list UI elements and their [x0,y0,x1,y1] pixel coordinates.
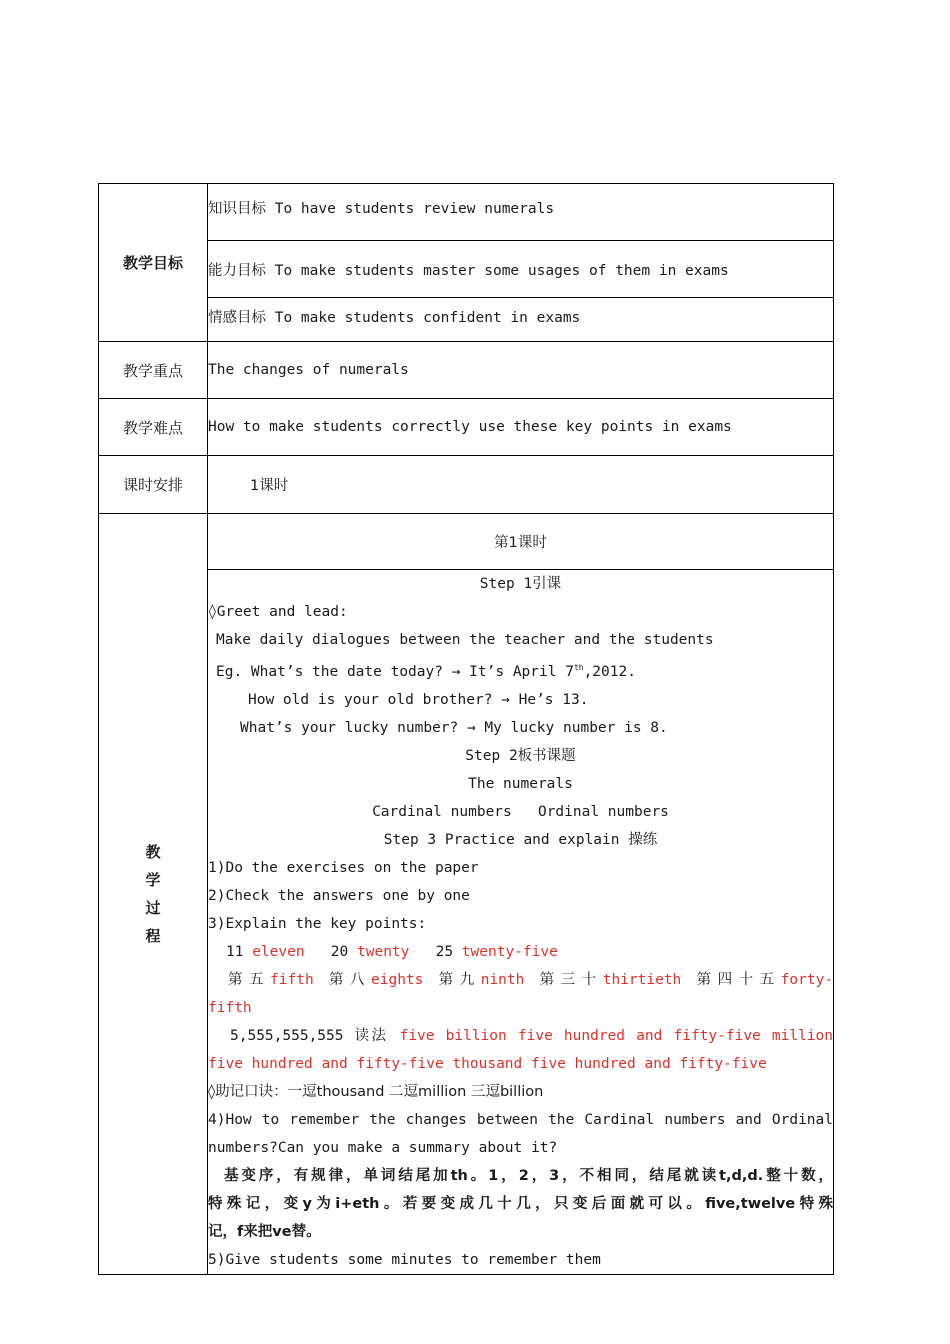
key-point-row [99,342,834,399]
difficult-label: 教学难点 [99,399,208,456]
process-char: 过 [145,898,161,917]
objective-emotion-row [99,298,834,342]
item-2: 2)Check the answers one by one [208,887,470,904]
step3-heading: Step 3 Practice and explain 操练 [383,831,658,848]
difficult-point-row [99,399,834,456]
dialogue-intro: Make daily dialogues between the teacher and the students [216,632,714,648]
schedule-text: 1课时 [208,456,834,514]
process-row [99,570,834,1275]
lesson-title: 第1课时 [208,514,834,570]
example-3: What’s your lucky number? → My lucky number is 8. [240,719,668,736]
knowledge-objective: 知识目标 To have students review numerals [208,184,834,241]
mnemonic-line: ◊助记口诀：一逗thousand 二逗million 三逗billion [208,1083,544,1100]
topic-line: The numerals [468,775,573,792]
process-char: 学 [145,870,161,889]
objectives-label: 教学目标 [99,184,208,342]
key-label: 教学重点 [99,342,208,399]
big-number-reading-cont: five hundred and fifty-five thousand five hundred and fifty-five [208,1055,767,1072]
greet-line: ◊Greet and lead: [208,604,348,620]
emotion-objective: 情感目标 To make students confident in exams [208,298,834,342]
big-number-line: 5,555,555,555 读法 five billion five hundred and fifty-five million [230,1027,834,1044]
step1-heading: Step 1引课 [479,576,562,592]
process-char: 程 [145,926,161,945]
step2-heading: Step 2板书课题 [465,747,576,764]
ordinal-examples-cont: fifth [208,999,252,1016]
cardinal-examples: 11 eleven 20 twenty 25 twenty-five [226,943,558,960]
ability-objective: 能力目标 To make students master some usages of them in exams [208,241,834,298]
schedule-row [99,456,834,514]
number-kinds: Cardinal numbers Ordinal numbers [372,803,669,820]
objective-knowledge-row [99,184,834,241]
lesson-title-row [99,514,834,570]
example-1: Eg. What’s the date today? → It’s April 7th,2012. [216,663,636,680]
item-4-line-1: 4)How to remember the changes between the Cardinal numbers and Ordinal [208,1111,833,1128]
item-4-line-2: numbers?Can you make a summary about it? [208,1139,558,1156]
rhyme-line-3: 记，f来把ve替。 [208,1223,321,1240]
process-char: 教 [145,842,161,861]
item-3: 3)Explain the key points: [208,915,427,932]
rhyme-line-2: 特殊记，变y为i+eth。若要变成几十几，只变后面就可以。five,twelve特殊 [208,1195,833,1212]
difficult-text: How to make students correctly use these key points in exams [208,399,834,456]
lesson-plan-table [98,183,834,1275]
ordinal-examples: 第五fifth 第八eights 第九ninth 第三十thirtieth 第四十五forty- [228,971,834,988]
item-5: 5)Give students some minutes to remember them [208,1251,601,1268]
schedule-label: 课时安排 [99,456,208,514]
item-1: 1)Do the exercises on the paper [208,859,479,876]
example-2: How old is your old brother? → He’s 13. [248,691,589,708]
objective-ability-row [99,241,834,298]
process-label [99,514,208,1275]
process-content [208,570,834,1275]
rhyme-line-1: 基变序，有规律，单词结尾加th。1，2，3，不相同，结尾就读t,d,d.整十数， [224,1167,833,1184]
key-text: The changes of numerals [208,342,834,399]
